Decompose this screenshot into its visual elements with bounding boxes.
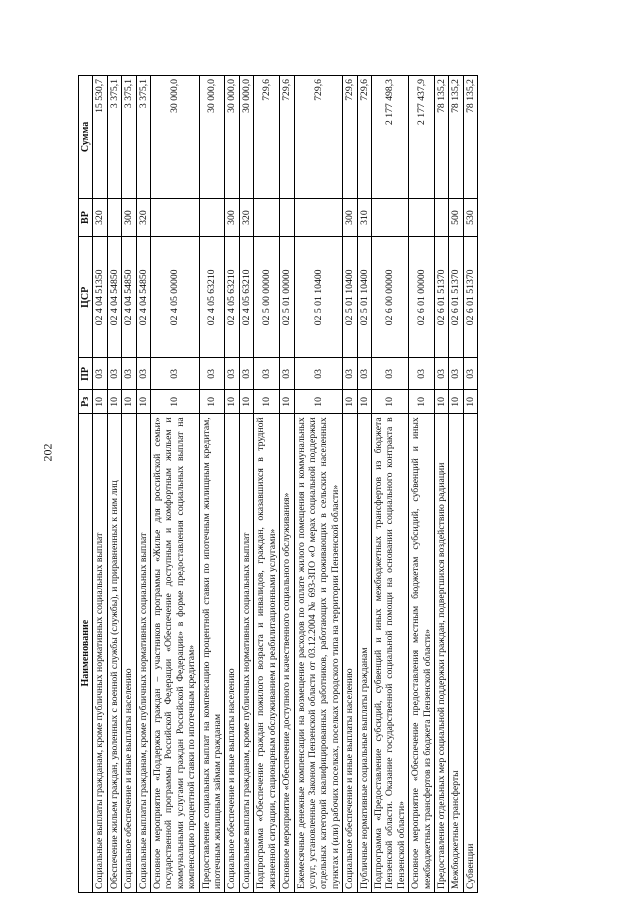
cell-vr: 320	[136, 198, 150, 236]
cell-csr: 02 4 04 54850	[107, 237, 121, 358]
cell-name: Ежемесячные денежные компенсации на возмещение расходов по оплате жилого помещения и коммунальных услуг, установленные Законом Пензенской области от 03.12.2004 № 693-ЗПО «О мерах социальной поддержки отдельных категорий квалифицированных работников, работающих и проживающих в сельских населенных пунктах и (или) рабочих поселках, поселках городского типа на территории Пензенской области»	[294, 414, 343, 893]
cell-pr: 03	[199, 358, 225, 390]
table-row	[434, 76, 448, 893]
cell-name: Социальное обеспечение и иные выплаты населению	[343, 414, 357, 893]
cell-pr: 03	[93, 358, 107, 390]
cell-vr	[371, 198, 408, 236]
cell-rz: 10	[199, 390, 225, 414]
cell-vr	[434, 198, 448, 236]
cell-sum: 729,6	[280, 76, 294, 199]
cell-vr: 500	[449, 198, 463, 236]
table-row	[371, 76, 408, 893]
cell-rz: 10	[280, 390, 294, 414]
cell-vr	[294, 198, 343, 236]
cell-pr: 03	[136, 358, 150, 390]
cell-pr: 03	[409, 358, 435, 390]
cell-csr: 02 4 05 63210	[199, 237, 225, 358]
cell-csr: 02 5 01 10400	[294, 237, 343, 358]
cell-vr	[409, 198, 435, 236]
cell-csr: 02 5 01 10400	[343, 237, 357, 358]
cell-name: Основное мероприятие «Обеспечение предоставления местным бюджетам субсидий, субвенций и иных межбюджетных трансфертов из бюджета Пензенской области»	[409, 414, 435, 893]
cell-name: Субвенции	[463, 414, 477, 893]
cell-vr: 300	[122, 198, 136, 236]
cell-sum: 78 135,2	[449, 76, 463, 199]
cell-rz: 10	[254, 390, 280, 414]
cell-vr: 530	[463, 198, 477, 236]
table-row	[199, 76, 225, 893]
cell-pr: 03	[280, 358, 294, 390]
cell-name: Социальное обеспечение и иные выплаты населению	[225, 414, 239, 893]
cell-csr: 02 6 01 51370	[449, 237, 463, 358]
cell-csr: 02 4 05 63210	[225, 237, 239, 358]
cell-pr: 03	[254, 358, 280, 390]
cell-name: Основное мероприятие «Обеспечение доступного и качественного социального обслуживания»	[280, 414, 294, 893]
column-header-name: Наименование	[79, 414, 93, 893]
page-number-text: 202	[40, 443, 55, 462]
cell-pr: 03	[151, 358, 200, 390]
cell-csr: 02 4 05 00000	[151, 237, 200, 358]
column-header-rz: Рз	[79, 390, 93, 414]
cell-name: Предоставление отдельных мер социальной поддержки граждан, подвергшихся воздействию радиации	[434, 414, 448, 893]
table-row	[225, 76, 239, 893]
cell-csr: 02 6 00 00000	[371, 237, 408, 358]
cell-rz: 10	[225, 390, 239, 414]
cell-sum: 3 375,1	[122, 76, 136, 199]
table-row	[239, 76, 253, 893]
cell-name: Подпрограмма «Обеспечение граждан пожилого возраста и инвалидов, граждан, оказавшихся в трудной жизненной ситуации, стационарным обслуживанием и реабилитационными услугами»	[254, 414, 280, 893]
cell-sum: 30 000,0	[225, 76, 239, 199]
cell-csr: 02 4 04 54850	[136, 237, 150, 358]
cell-csr: 02 6 01 51370	[434, 237, 448, 358]
rotated-page	[78, 75, 590, 893]
cell-rz: 10	[343, 390, 357, 414]
cell-name: Подпрограмма «Предоставление субсидий, субвенций и иных межбюджетных трансфертов из бюджета Пензенской области. Оказание государственной социальной помощи на основании социального контракта в Пензенской области»	[371, 414, 408, 893]
cell-sum: 729,6	[254, 76, 280, 199]
cell-csr: 02 4 04 54850	[122, 237, 136, 358]
cell-csr: 02 6 01 51370	[463, 237, 477, 358]
table-row	[136, 76, 150, 893]
table-row	[107, 76, 121, 893]
cell-vr: 300	[343, 198, 357, 236]
cell-sum: 30 000,0	[239, 76, 253, 199]
cell-rz: 10	[151, 390, 200, 414]
cell-pr: 03	[294, 358, 343, 390]
cell-vr	[280, 198, 294, 236]
cell-rz: 10	[449, 390, 463, 414]
cell-rz: 10	[434, 390, 448, 414]
table-row	[463, 76, 477, 893]
table-row	[122, 76, 136, 893]
cell-vr: 310	[357, 198, 371, 236]
column-header-sum: Сумма	[79, 76, 93, 199]
cell-sum: 3 375,1	[107, 76, 121, 199]
table-row	[254, 76, 280, 893]
cell-name: Публичные нормативные социальные выплаты гражданам	[357, 414, 371, 893]
cell-vr	[254, 198, 280, 236]
cell-rz: 10	[294, 390, 343, 414]
cell-vr	[199, 198, 225, 236]
cell-rz: 10	[93, 390, 107, 414]
cell-pr: 03	[122, 358, 136, 390]
cell-pr: 03	[107, 358, 121, 390]
cell-csr: 02 5 01 00000	[280, 237, 294, 358]
cell-name: Социальные выплаты гражданам, кроме публичных нормативных социальных выплат	[93, 414, 107, 893]
cell-rz: 10	[107, 390, 121, 414]
table-row	[151, 76, 200, 893]
cell-name: Предоставление социальных выплат на компенсацию процентной ставки по ипотечным жилищным кредитам, ипотечным жилищным займам гражданам	[199, 414, 225, 893]
cell-pr: 03	[371, 358, 408, 390]
cell-vr: 300	[225, 198, 239, 236]
table-body	[93, 76, 478, 893]
cell-sum: 729,6	[343, 76, 357, 199]
cell-name: Социальное обеспечение и иные выплаты населению	[122, 414, 136, 893]
cell-csr: 02 6 01 00000	[409, 237, 435, 358]
column-header-csr: ЦСР	[79, 237, 93, 358]
table-row	[357, 76, 371, 893]
column-header-vr: ВР	[79, 198, 93, 236]
cell-pr: 03	[343, 358, 357, 390]
cell-sum: 729,6	[294, 76, 343, 199]
table-row	[343, 76, 357, 893]
column-header-pr: ПР	[79, 358, 93, 390]
cell-rz: 10	[357, 390, 371, 414]
cell-csr: 02 4 04 51350	[93, 237, 107, 358]
cell-pr: 03	[239, 358, 253, 390]
cell-csr: 02 4 05 63210	[239, 237, 253, 358]
cell-vr: 320	[93, 198, 107, 236]
table-row	[409, 76, 435, 893]
cell-rz: 10	[409, 390, 435, 414]
cell-name: Основное мероприятие «Поддержка граждан – участников программы «Жилье для российской семьи» государственной программы Российской Федерации «Обеспечение доступным и комфортным жильем и коммунальными услугами граждан Российской Федерации» в форме предоставления социальных выплат на компенсацию процентной ставки по ипотечным кредитам»	[151, 414, 200, 893]
table-row	[93, 76, 107, 893]
cell-name: Социальные выплаты гражданам, кроме публичных нормативных социальных выплат	[239, 414, 253, 893]
table-row	[449, 76, 463, 893]
table-row	[294, 76, 343, 893]
cell-csr: 02 5 01 10400	[357, 237, 371, 358]
table-header-row	[79, 76, 93, 893]
cell-rz: 10	[136, 390, 150, 414]
cell-name: Обеспечение жильем граждан, уволенных с военной службы (службы), и приравненных к ним лиц	[107, 414, 121, 893]
cell-sum: 2 177 437,9	[409, 76, 435, 199]
cell-sum: 15 530,7	[93, 76, 107, 199]
cell-sum: 30 000,0	[151, 76, 200, 199]
cell-vr: 320	[239, 198, 253, 236]
cell-pr: 03	[357, 358, 371, 390]
cell-csr: 02 5 00 00000	[254, 237, 280, 358]
budget-table	[78, 75, 478, 893]
cell-pr: 03	[225, 358, 239, 390]
cell-sum: 729,6	[357, 76, 371, 199]
cell-name: Социальные выплаты гражданам, кроме публичных нормативных социальных выплат	[136, 414, 150, 893]
cell-name: Межбюджетные трансферты	[449, 414, 463, 893]
cell-sum: 78 135,2	[434, 76, 448, 199]
page-number	[42, 0, 54, 905]
cell-pr: 03	[449, 358, 463, 390]
cell-pr: 03	[434, 358, 448, 390]
cell-rz: 10	[463, 390, 477, 414]
table-row	[280, 76, 294, 893]
cell-vr	[107, 198, 121, 236]
cell-rz: 10	[371, 390, 408, 414]
cell-sum: 2 177 498,3	[371, 76, 408, 199]
cell-sum: 78 135,2	[463, 76, 477, 199]
cell-vr	[151, 198, 200, 236]
cell-sum: 3 375,1	[136, 76, 150, 199]
cell-sum: 30 000,0	[199, 76, 225, 199]
cell-pr: 03	[463, 358, 477, 390]
cell-rz: 10	[239, 390, 253, 414]
cell-rz: 10	[122, 390, 136, 414]
